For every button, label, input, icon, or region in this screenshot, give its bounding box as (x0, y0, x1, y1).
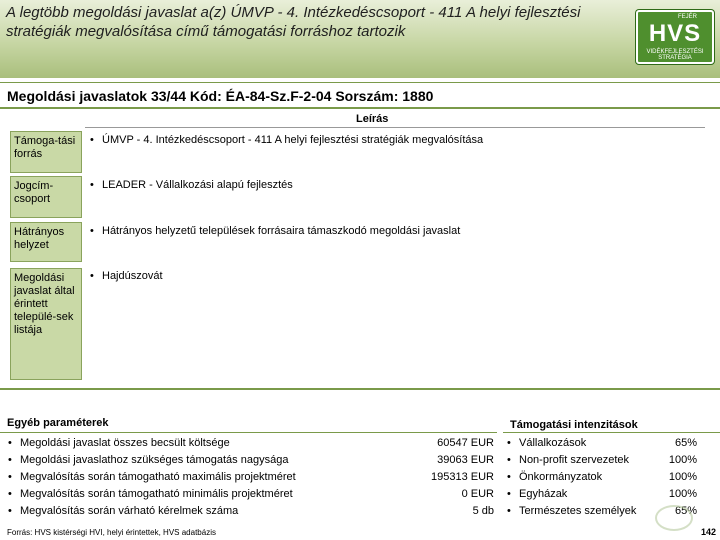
bullet: • (8, 454, 12, 466)
header-title: A legtöbb megoldási javaslat a(z) ÚMVP - 4. Intézkedéscsoport - 411 A helyi fejlesztési stratégiák megvalósítása című támogatási forráshoz tartozik (6, 4, 581, 40)
bullet: • (507, 454, 511, 466)
param-label: Megoldási javaslat összes becsült költsége (20, 437, 230, 449)
bullet: • (507, 471, 511, 483)
logo-top-text: FEJÉR (678, 14, 698, 20)
bullet: • (8, 437, 12, 449)
param-value: 195313 EUR (431, 471, 494, 483)
param-item (8, 435, 230, 452)
bullet: • (90, 225, 94, 237)
param-value: 0 EUR (461, 488, 494, 500)
row-value-text: ÚMVP - 4. Intézkedéscsoport - 411 A helyi fejlesztési stratégiák megvalósítása (102, 134, 484, 146)
row-label-legal-group: Jogcím-csoport (10, 176, 82, 218)
intensity-item (507, 486, 567, 503)
params-top-divider (0, 388, 720, 390)
watermark-seal (655, 505, 693, 531)
params-heading-divider (0, 432, 497, 433)
row-value-affected-settlements (90, 270, 163, 282)
title-divider (0, 107, 720, 109)
intensity-value: 100% (668, 471, 697, 483)
bullet: • (90, 179, 94, 191)
header-band (0, 0, 720, 78)
intensity-item (507, 503, 636, 520)
bullet: • (90, 270, 94, 282)
row-label-support-source: Támoga-tási forrás (10, 131, 82, 173)
row-value-text: Hátrányos helyzetű települések forrásaira támaszkodó megoldási javaslat (102, 225, 461, 237)
param-item (8, 469, 296, 486)
param-label: Megvalósítás során támogatható maximális projektméret (20, 471, 296, 483)
params-heading: Egyéb paraméterek (7, 417, 109, 429)
param-value: 5 db (472, 505, 494, 517)
source-note: Forrás: HVS kistérségi HVI, helyi érintettek, HVS adatbázis (7, 528, 216, 537)
description-column-header: Leírás (356, 113, 389, 125)
param-label: Megoldási javaslathoz szükséges támogatás nagysága (20, 454, 289, 466)
page-title: Megoldási javaslatok 33/44 Kód: ÉA-84-Sz.F-2-04 Sorszám: 1880 (7, 88, 434, 104)
hvs-logo (636, 10, 714, 64)
row-value-text: Hajdúszovát (102, 270, 163, 282)
intensity-item (507, 469, 602, 486)
param-item (8, 452, 288, 469)
intensity-heading: Támogatási intenzitások (510, 419, 638, 431)
row-value-disadvantaged-status (90, 225, 460, 237)
logo-text: HVS (648, 20, 702, 47)
param-label: Megvalósítás során támogatható minimális projektméret (20, 488, 293, 500)
intensity-value: 100% (668, 488, 697, 500)
intensity-label: Önkormányzatok (519, 471, 603, 483)
bullet: • (507, 488, 511, 500)
bullet: • (8, 505, 12, 517)
intensity-value: 65% (674, 505, 697, 517)
intensity-heading-divider (503, 432, 720, 433)
param-value: 60547 EUR (437, 437, 494, 449)
row-value-text: LEADER - Vállalkozási alapú fejlesztés (102, 179, 293, 191)
intensity-label: Vállalkozások (519, 437, 587, 449)
intensity-value: 65% (674, 437, 697, 449)
row-label-disadvantaged-status: Hátrányos helyzet (10, 222, 82, 262)
bullet: • (507, 437, 511, 449)
bullet: • (507, 505, 511, 517)
param-item (8, 503, 238, 520)
row-value-support-source (90, 134, 483, 146)
bullet: • (90, 134, 94, 146)
intensity-item (507, 452, 629, 469)
page-number: 142 (700, 527, 716, 537)
description-header-divider (85, 127, 705, 128)
intensity-label: Természetes személyek (519, 505, 637, 517)
header-divider (0, 82, 720, 83)
intensity-label: Egyházak (519, 488, 568, 500)
logo-subtitle: VIDÉKFEJLESZTÉSI STRATÉGIA (646, 49, 704, 61)
intensity-label: Non-profit szervezetek (519, 454, 630, 466)
bullet: • (8, 488, 12, 500)
param-label: Megvalósítás során várható kérelmek száma (20, 505, 239, 517)
param-value: 39063 EUR (437, 454, 494, 466)
param-item (8, 486, 293, 503)
intensity-item (507, 435, 586, 452)
row-label-affected-settlements: Megoldási javaslat által érintett települé-sek listája (10, 268, 82, 380)
intensity-value: 100% (668, 454, 697, 466)
bullet: • (8, 471, 12, 483)
row-value-legal-group (90, 179, 293, 191)
